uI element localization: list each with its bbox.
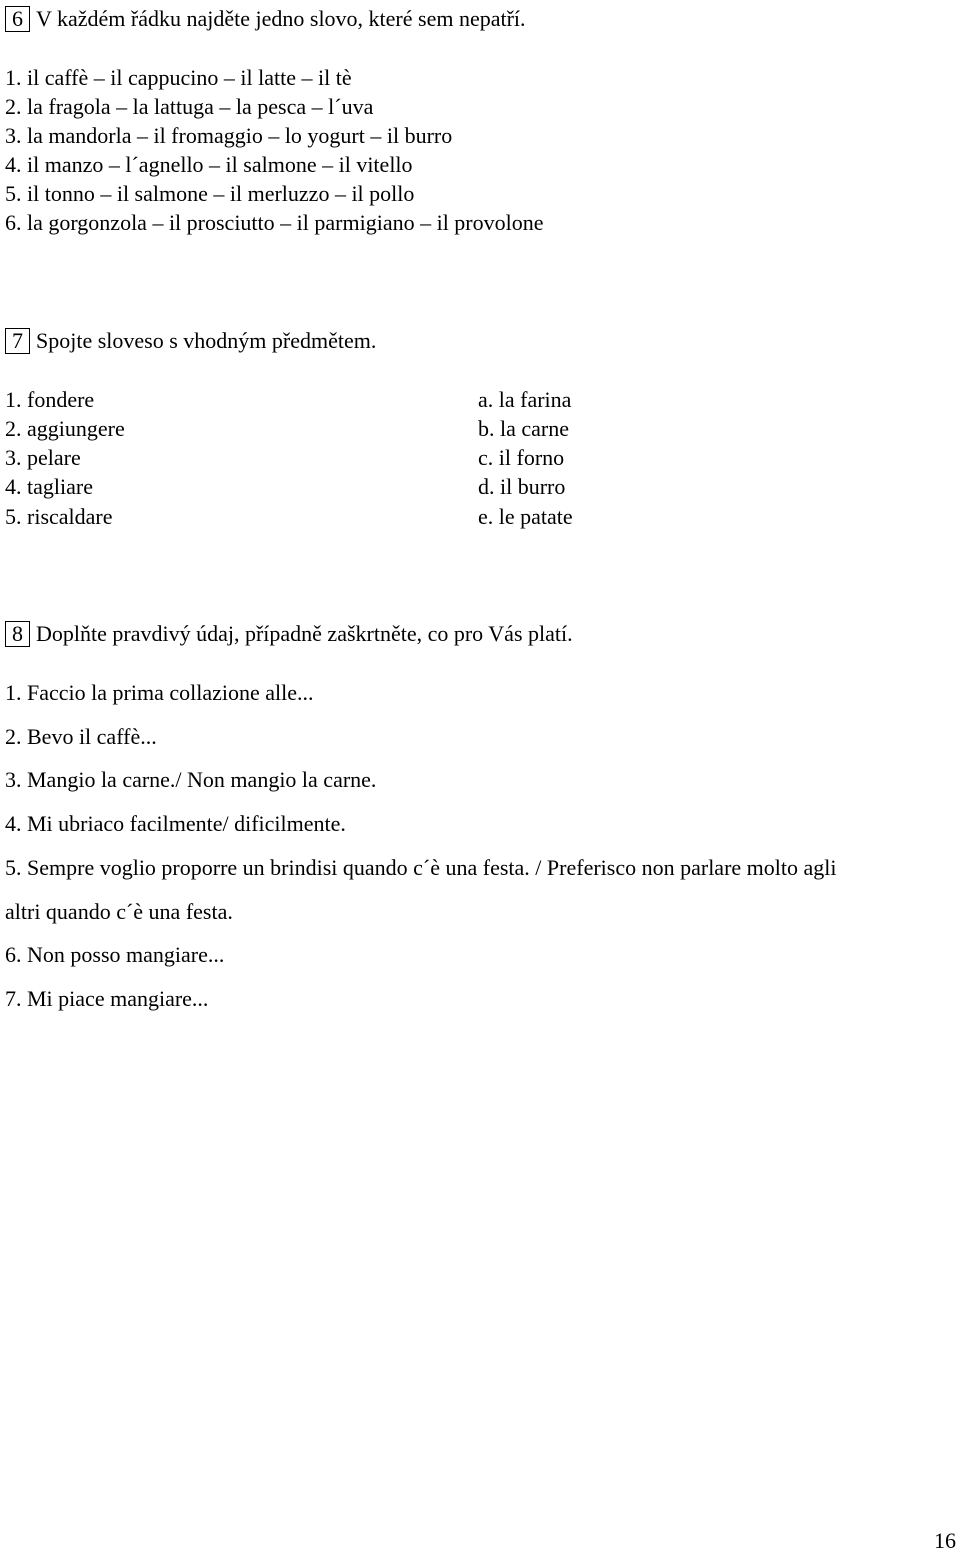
exercise-7-object: c. il forno <box>478 445 565 470</box>
exercise-8-item: 5. Sempre voglio proporre un brindisi quando c´è una festa. / Preferisco non parlare molto agli <box>5 855 837 880</box>
exercise-8-item: 4. Mi ubriaco facilmente/ dificilmente. <box>5 811 346 836</box>
exercise-6-item: 2. la fragola – la lattuga – la pesca – l´uva <box>5 94 374 119</box>
exercise-7-verb: 5. riscaldare <box>5 504 113 529</box>
exercise-8-item: 1. Faccio la prima collazione alle... <box>5 680 314 705</box>
exercise-7-object: e. le patate <box>478 504 573 529</box>
exercise-7-object: d. il burro <box>478 474 566 499</box>
exercise-8-number: 8 <box>5 621 30 647</box>
exercise-7-instruction: Spojte sloveso s vhodným předmětem. <box>36 328 377 353</box>
exercise-8-item-continuation: altri quando c´è una festa. <box>5 899 233 924</box>
exercise-7-object: a. la farina <box>478 387 572 412</box>
exercise-7-verb: 1. fondere <box>5 387 95 412</box>
exercise-7-heading <box>5 328 376 354</box>
exercise-8-item: 2. Bevo il caffè... <box>5 724 157 749</box>
exercise-6-item: 3. la mandorla – il fromaggio – lo yogurt – il burro <box>5 123 453 148</box>
page-number: 16 <box>934 1528 956 1553</box>
exercise-7-number: 7 <box>5 328 30 354</box>
exercise-7-verb: 4. tagliare <box>5 474 93 499</box>
exercise-6-instruction: V každém řádku najděte jedno slovo, které sem nepatří. <box>36 6 526 31</box>
exercise-8-instruction: Doplňte pravdivý údaj, případně zaškrtněte, co pro Vás platí. <box>36 621 573 646</box>
exercise-8-item: 7. Mi piace mangiare... <box>5 986 209 1011</box>
exercise-6-item: 6. la gorgonzola – il prosciutto – il parmigiano – il provolone <box>5 210 544 235</box>
exercise-8-item: 6. Non posso mangiare... <box>5 942 225 967</box>
exercise-6-heading <box>5 6 526 32</box>
exercise-6-item: 1. il caffè – il cappucino – il latte – il tè <box>5 65 352 90</box>
exercise-7-verb: 3. pelare <box>5 445 81 470</box>
exercise-7-object: b. la carne <box>478 416 569 441</box>
exercise-7-verb: 2. aggiungere <box>5 416 125 441</box>
exercise-6-item: 5. il tonno – il salmone – il merluzzo – il pollo <box>5 181 415 206</box>
exercise-8-heading <box>5 621 573 647</box>
exercise-8-item: 3. Mangio la carne./ Non mangio la carne. <box>5 767 377 792</box>
exercise-6-item: 4. il manzo – l´agnello – il salmone – il vitello <box>5 152 413 177</box>
exercise-6-number: 6 <box>5 6 30 32</box>
